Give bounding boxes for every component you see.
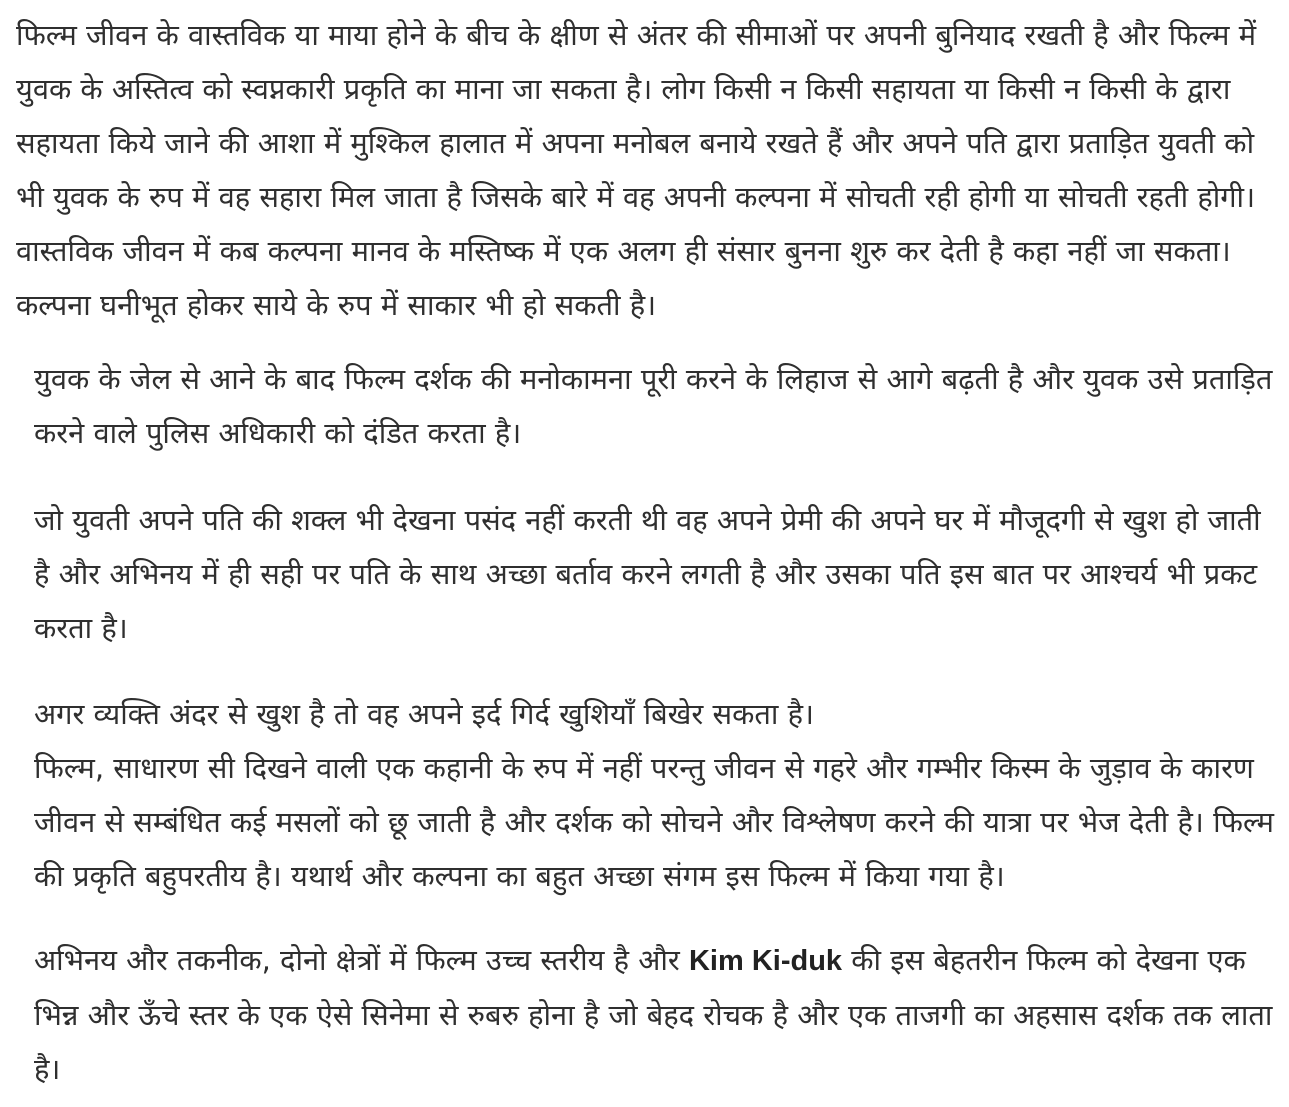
paragraph-4 [34, 687, 1278, 903]
paragraph-4-line-2: फिल्म, साधारण सी दिखने वाली एक कहानी के रुप में नहीं परन्तु जीवन से गहरे और गम्भीर किस्म के जुड़ाव के कारण जीवन से सम्बंधित कई मसलों को छू जाती है और दर्शक को सोचने और विश्लेषण करने की यात्रा पर भेज देती है। फिल्म की प्रकृति बहुपरतीय है। यथार्थ और कल्पना का बहुत अच्छा संगम इस फिल्म में किया गया है। [34, 751, 1274, 893]
paragraph-3: जो युवती अपने पति की शक्ल भी देखना पसंद नहीं करती थी वह अपने प्रेमी की अपने घर में मौजूदगी से खुश हो जाती है और अभिनय में ही सही पर पति के साथ अच्छा बर्ताव करने लगती है और उसका पति इस बात पर आश्चर्य भी प्रकट करता है। [34, 503, 1261, 645]
paragraph-5-before-name: अभिनय और तकनीक, दोनो क्षेत्रों में फिल्म उच्च स्तरीय है और [34, 943, 689, 977]
paragraph-5-after-name: की इस बेहतरीन फिल्म को देखना एक भिन्न और ऊँचे स्तर के एक ऐसे सिनेमा से रुबरु होना है जो बेहद रोचक है और एक ताजगी का अहसास दर्शक तक लाता है। [34, 943, 1273, 1086]
paragraph-1: फिल्म जीवन के वास्तविक या माया होने के बीच के क्षीण से अंतर की सीमाओं पर अपनी बुनियाद रखती है और फिल्म में युवक के अस्तित्व को स्वप्नकारी प्रकृति का माना जा सकता है। लोग किसी न किसी सहायता या किसी न किसी के द्वारा सहायता किये जाने की आशा में मुश्किल हालात में अपना मनोबल बनाये रखते हैं और अपने पति द्वारा प्रताड़ित युवती को भी युवक के रुप में वह सहारा मिल जाता है जिसके बारे में वह अपनी कल्पना में सोचती रही होगी या सोचती रहती होगी। वास्तविक जीवन में कब कल्पना मानव के मस्तिष्क में एक अलग ही संसार बुनना शुरु कर देती है कहा नहीं जा सकता। कल्पना घनीभूत होकर साये के रुप में साकार भी हो सकती है। [16, 18, 1257, 322]
paragraph-2: युवक के जेल से आने के बाद फिल्म दर्शक की मनोकामना पूरी करने के लिहाज से आगे बढ़ती है और युवक उसे प्रताड़ित करने वाले पुलिस अधिकारी को दंडित करता है। [34, 362, 1273, 450]
director-name: Kim Ki-duk [688, 945, 843, 977]
paragraph-4-line-1: अगर व्यक्ति अंदर से खुश है तो वह अपने इर्द गिर्द खुशियाँ बिखेर सकता है। [34, 697, 814, 731]
paragraph-5 [34, 933, 1278, 1096]
